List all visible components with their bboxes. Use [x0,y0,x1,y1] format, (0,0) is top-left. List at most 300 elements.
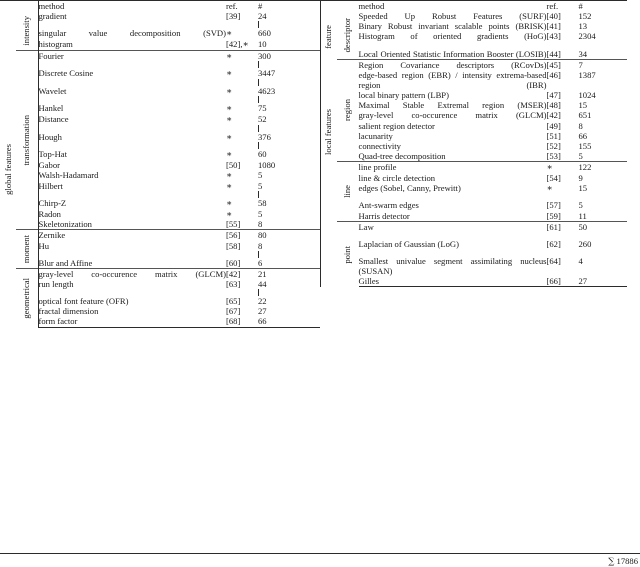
cell-method: Hilbert [38,181,226,192]
table-row [321,173,640,183]
cell-num: 80 [258,230,298,241]
table-row [321,49,640,60]
cell-ref: [51] [547,131,579,141]
section-label-text: descriptor [343,18,352,52]
cell-method: Ant-swarm edges [359,200,547,210]
gap-cell [579,42,640,49]
cell-ref: [53] [547,151,579,162]
cell-num: 27 [258,306,298,316]
cell-method: Zernike [38,230,226,241]
row-gap [0,191,320,198]
cell-spacer [619,151,627,162]
cell-method: lacunarity [359,131,547,141]
cell-spacer [619,21,627,31]
cell-num: 8 [258,219,298,230]
gap-cell [258,125,320,132]
cell-method: Speeded Up Robust Features (SURF) [359,11,547,21]
cell-spacer [619,256,627,276]
cell-ref: [59] [547,211,579,222]
table-row [0,114,320,125]
gap-cell [38,96,226,103]
cell-num: 122 [579,162,619,173]
cell-ref: [42] [226,268,258,279]
cell-method: edges (Sobel, Canny, Prewitt) [359,183,547,194]
section-label-transformation [16,50,38,230]
cell-spacer [619,162,627,173]
sigma-icon: ∑ [608,557,614,567]
cell-ref: [44] [547,49,579,60]
cell-spacer [298,170,320,181]
gap-cell [38,61,226,68]
gap-cell [547,232,579,239]
header-num: # [579,1,619,12]
gap-cell [258,61,320,68]
total-row [320,556,640,567]
table-row [0,268,320,279]
header-ref: ref. [226,1,258,12]
section-label-text: geometrical [22,278,31,319]
section-label-point [337,221,359,287]
cell-spacer [298,209,320,220]
header-spacer-1 [0,1,16,12]
cell-spacer [298,86,320,97]
gap-cell [38,191,226,198]
cell-ref: [39] [226,11,258,21]
cell-ref: ∗ [226,86,258,97]
gap-cell [359,232,547,239]
cell-ref: [67] [226,306,258,316]
cell-ref: [46] [547,70,579,90]
gap-cell [579,249,640,256]
cell-method: Local Oriented Statistic Information Booster (LOSIB) [359,49,547,60]
cell-spacer [298,198,320,209]
row-gap [0,96,320,103]
row-gap [0,251,320,258]
cell-method: Law [359,221,547,232]
cell-method: Wavelet [38,86,226,97]
cell-num: 10 [258,39,298,50]
section-label-text: region [343,99,352,121]
cell-num: 5 [258,209,298,220]
cell-ref: ∗ [547,162,579,173]
table-row [321,131,640,141]
cell-method: Blur and Affine [38,258,226,269]
table-row [0,230,320,241]
table-row [321,100,640,110]
section-label-text: point [343,246,352,264]
gap-cell [38,125,226,132]
cell-spacer [619,31,627,41]
left-table [0,0,320,328]
gap-cell [579,193,640,200]
table-row [321,90,640,100]
row-gap [0,142,320,149]
cell-method: Hu [38,241,226,251]
table-row [0,296,320,306]
cell-method: Harris detector [359,211,547,222]
cell-spacer [619,49,627,60]
cell-spacer [619,183,627,194]
cell-spacer [298,181,320,192]
group-label-column: feature local features [321,11,337,287]
cell-num: 1024 [579,90,619,100]
cell-ref: [43] [547,31,579,41]
cell-method: Laplacian of Gaussian (LoG) [359,239,547,249]
gap-cell [258,191,320,198]
cell-ref: [68] [226,316,258,327]
table-row [321,221,640,232]
cell-ref: [65] [226,296,258,306]
cell-ref: [54] [547,173,579,183]
gap-cell [38,289,226,296]
cell-ref: [45] [547,59,579,70]
cell-spacer [619,110,627,120]
cell-ref: ∗ [226,132,258,143]
table-row [0,219,320,230]
table-row [321,21,640,31]
cell-spacer [298,103,320,114]
cell-num: 7 [579,59,619,70]
cell-spacer [619,90,627,100]
table-row [321,121,640,131]
cell-ref: [57] [547,200,579,210]
bottom-rule [0,553,640,554]
cell-ref: [66] [547,276,579,287]
table-row [321,59,640,70]
cell-spacer [298,114,320,125]
table-row [0,28,320,39]
cell-num: 60 [258,149,298,160]
cell-num: 34 [579,49,619,60]
cell-ref: ∗ [226,103,258,114]
cell-ref: ∗ [226,114,258,125]
cell-num: 8 [258,241,298,251]
cell-method: Top-Hat [38,149,226,160]
cell-method: salient region detector [359,121,547,131]
cell-spacer [298,160,320,170]
section-label-text: intensity [22,16,31,46]
left-table-half [0,0,320,564]
cell-ref: ∗ [226,68,258,79]
cell-num: 5 [579,200,619,210]
table-row [0,11,320,21]
cell-spacer [298,68,320,79]
cell-spacer [298,50,320,61]
cell-method: gray-level co-occurence matrix (GLCM) [38,268,226,279]
table-row [321,162,640,173]
cell-method: Quad-tree decomposition [359,151,547,162]
gap-cell [226,191,258,198]
gap-cell [258,251,320,258]
cell-ref: [55] [226,219,258,230]
cell-ref: [41] [547,21,579,31]
table-row [321,183,640,194]
cell-ref: [42],∗ [226,39,258,50]
cell-spacer [619,239,627,249]
cell-method: gray-level co-occurence matrix (GLCM) [359,110,547,120]
gap-cell [38,79,226,86]
table-row [0,316,320,327]
cell-method: Hankel [38,103,226,114]
gap-cell [258,96,320,103]
row-gap [321,42,640,49]
table-row [0,160,320,170]
cell-num: 9 [579,173,619,183]
table-row [0,198,320,209]
cell-num: 6 [258,258,298,269]
section-label-text: transformation [22,115,31,166]
header-method: method [38,1,226,12]
table-row [321,239,640,249]
cell-num: 52 [258,114,298,125]
cell-ref: ∗ [226,50,258,61]
cell-num: 152 [579,11,619,21]
gap-cell [38,142,226,149]
cell-num: 22 [258,296,298,306]
table-row [0,103,320,114]
cell-ref: ∗ [226,181,258,192]
gap-cell [258,21,320,28]
header-spacer-2 [337,1,359,12]
cell-ref: ∗ [226,198,258,209]
cell-spacer [298,230,320,241]
gap-cell [226,142,258,149]
gap-cell [258,142,320,149]
cell-ref: ∗ [226,209,258,220]
cell-ref: [63] [226,279,258,289]
row-gap [0,289,320,296]
table-row [0,132,320,143]
cell-spacer [298,268,320,279]
cell-num: 21 [258,268,298,279]
cell-ref: ∗ [226,28,258,39]
gap-cell [359,42,547,49]
cell-spacer [298,241,320,251]
right-table [320,0,640,287]
cell-method: Distance [38,114,226,125]
cell-method: line & circle detection [359,173,547,183]
table-header-row [0,1,320,12]
section-label-region [337,59,359,161]
section-label-intensity [16,11,38,50]
cell-method: local binary pattern (LBP) [359,90,547,100]
gap-cell [258,79,320,86]
table-row [0,209,320,220]
cell-ref: ∗ [547,183,579,194]
section-label-descriptor [337,11,359,59]
cell-method: optical font feature (OFR) [38,296,226,306]
cell-num: 24 [258,11,298,21]
cell-num: 5 [579,151,619,162]
cell-method: line profile [359,162,547,173]
cell-spacer [619,70,627,90]
cell-spacer [619,141,627,151]
cell-method: run length [38,279,226,289]
gap-cell [226,21,258,28]
cell-spacer [298,316,320,327]
gap-cell [226,289,258,296]
cell-ref: [47] [547,90,579,100]
cell-method: fractal dimension [38,306,226,316]
cell-spacer [619,11,627,21]
cell-method: Maximal Stable Extremal region (MSER) [359,100,547,110]
header-spacer-1 [321,1,337,12]
table-row [0,39,320,50]
table-row [0,279,320,289]
cell-spacer [298,258,320,269]
cell-num: 260 [579,239,619,249]
cell-method: connectivity [359,141,547,151]
cell-spacer [298,39,320,50]
cell-ref: [42] [547,110,579,120]
table-row [321,11,640,21]
cell-num: 15 [579,100,619,110]
table-row [0,258,320,269]
gap-cell [226,79,258,86]
cell-method: histogram [38,39,226,50]
cell-num: 1080 [258,160,298,170]
table-header-row [321,1,640,12]
cell-ref: ∗ [226,170,258,181]
cell-spacer [619,173,627,183]
section-label-text: moment [22,235,31,263]
header-method: method [359,1,547,12]
cell-method: Skeletonization [38,219,226,230]
cell-num: 4 [579,256,619,276]
cell-num: 2304 [579,31,619,41]
cell-ref: [56] [226,230,258,241]
header-spacer-3 [298,1,320,12]
section-label-text: line [343,185,352,198]
cell-spacer [298,28,320,39]
row-gap [0,125,320,132]
gap-cell [359,193,547,200]
table-row [321,141,640,151]
cell-num: 660 [258,28,298,39]
cell-ref: [61] [547,221,579,232]
cell-num: 300 [258,50,298,61]
gap-cell [226,96,258,103]
cell-method: Gilles [359,276,547,287]
cell-spacer [619,121,627,131]
cell-method: form factor [38,316,226,327]
cell-num: 651 [579,110,619,120]
cell-num: 5 [258,181,298,192]
cell-spacer [619,221,627,232]
cell-num: 44 [258,279,298,289]
cell-spacer [298,279,320,289]
table-row [321,70,640,90]
cell-method: Walsh-Hadamard [38,170,226,181]
cell-spacer [298,296,320,306]
cell-spacer [619,100,627,110]
cell-num: 3447 [258,68,298,79]
gap-cell [547,249,579,256]
gap-cell [547,42,579,49]
total-value: 17886 [617,556,638,566]
cell-num: 8 [579,121,619,131]
gap-cell [226,61,258,68]
cell-num: 15 [579,183,619,194]
cell-num: 13 [579,21,619,31]
row-gap [0,79,320,86]
cell-num: 27 [579,276,619,287]
cell-spacer [619,59,627,70]
cell-num: 1387 [579,70,619,90]
cell-num: 50 [579,221,619,232]
row-gap [321,232,640,239]
gap-cell [258,289,320,296]
cell-ref: [40] [547,11,579,21]
row-gap [321,193,640,200]
section-label-geometrical [16,268,38,327]
cell-ref: [62] [547,239,579,249]
table-row [321,110,640,120]
table-row [321,256,640,276]
cell-method: gradient [38,11,226,21]
cell-method: Radon [38,209,226,220]
gap-cell [226,251,258,258]
cell-spacer [619,131,627,141]
cell-method: Discrete Cosine [38,68,226,79]
row-gap [0,61,320,68]
table-row [0,50,320,61]
cell-ref: ∗ [226,149,258,160]
cell-spacer [298,11,320,21]
cell-spacer [619,211,627,222]
gap-cell [547,193,579,200]
header-spacer-3 [619,1,627,12]
table-row [321,211,640,222]
cell-num: 155 [579,141,619,151]
header-num: # [258,1,298,12]
table-row [0,306,320,316]
cell-ref: [60] [226,258,258,269]
gap-cell [38,21,226,28]
cell-num: 11 [579,211,619,222]
section-label-moment [16,230,38,268]
cell-method: edge-based region (EBR) / intensity extrema-based region (IBR) [359,70,547,90]
cell-ref: [48] [547,100,579,110]
cell-num: 66 [579,131,619,141]
cell-method: Hough [38,132,226,143]
cell-spacer [298,306,320,316]
table-row [321,276,640,287]
cell-num: 4623 [258,86,298,97]
gap-cell [226,125,258,132]
table-row [321,200,640,210]
table-row [321,151,640,162]
gap-cell [359,249,547,256]
cell-method: Smallest univalue segment assimilating nucleus (SUSAN) [359,256,547,276]
cell-num: 66 [258,316,298,327]
table-row [0,86,320,97]
cell-num: 58 [258,198,298,209]
row-gap [0,21,320,28]
cell-spacer [298,219,320,230]
section-label-line [337,162,359,222]
table-row [0,181,320,192]
table-row [321,31,640,41]
cell-ref: [52] [547,141,579,151]
gap-cell [579,232,640,239]
cell-spacer [298,132,320,143]
cell-ref: [50] [226,160,258,170]
cell-method: Binary Robust invariant scalable points (BRISK) [359,21,547,31]
cell-spacer [619,200,627,210]
cell-ref: [58] [226,241,258,251]
cell-method: Histogram of oriented gradients (HoG) [359,31,547,41]
